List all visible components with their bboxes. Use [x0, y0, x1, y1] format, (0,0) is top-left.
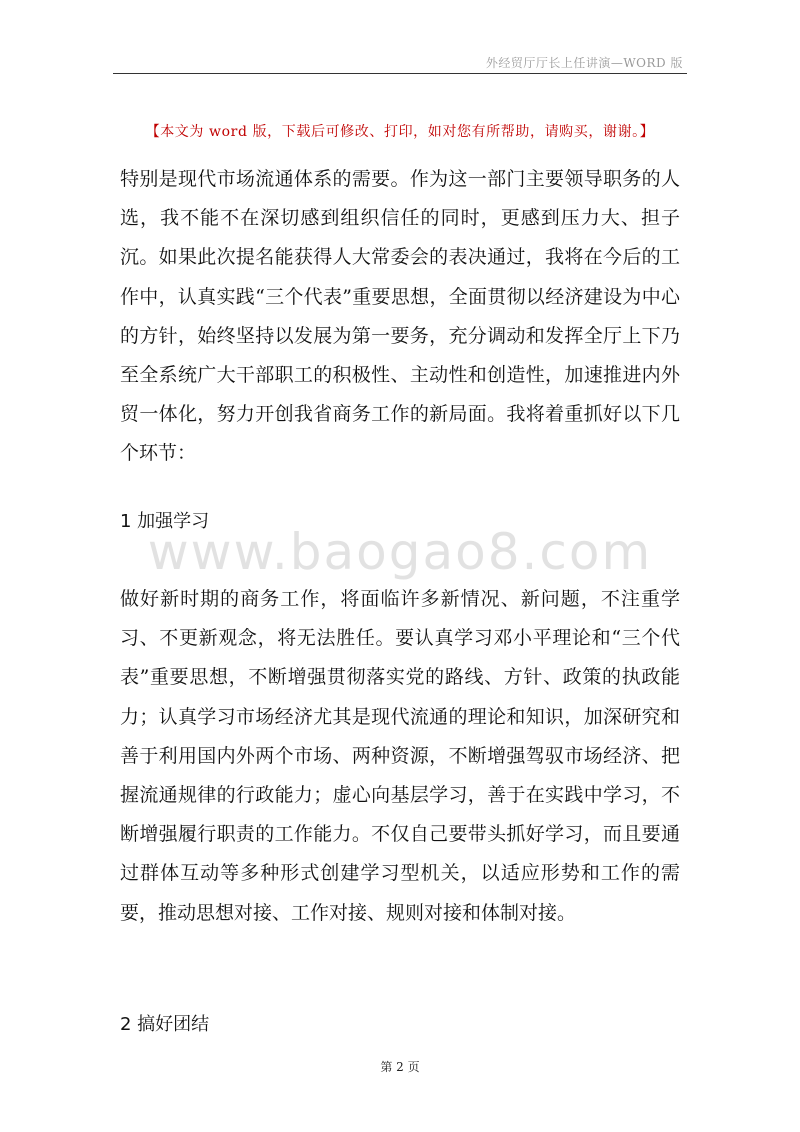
watermark: www.baogao8.com	[147, 523, 653, 581]
paragraph-2: 做好新时期的商务工作，将面临许多新情况、新问题，不注重学习、不更新观念，将无法胜任。要认真学习邓小平理论和“三个代表”重要思想，不断增强贯彻落实党的路线、方针、政策的执政能力；认真学习市场经济尤其是现代流通的理论和知识，加深研究和善于利用国内外两个市场、两种资源，不断增强驾驭市场经济、把握流通规律的行政能力；虚心向基层学习，善于在实践中学习，不断增强履行职责的工作能力。不仅自己要带头抓好学习，而且要通过群体互动等多种形式创建学习型机关，以适应形势和工作的需要，推动思想对接、工作对接、规则对接和体制对接。	[120, 588, 680, 924]
header-title: 外经贸厅厅长上任讲演—WORD 版	[485, 56, 683, 70]
paragraph-1: 特别是现代市场流通体系的需要。作为这一部门主要领导职务的人选，我不能不在深切感到组织信任的同时，更感到压力大、担子沉。如果此次提名能获得人大常委会的表决通过，我将在今后的工作中，认真实践“三个代表”重要思想，全面贯彻以经济建设为中心的方针，始终坚持以发展为第一要务，充分调动和发挥全厅上下乃至全系统广大干部职工的积极性、主动性和创造性，加速推进内外贸一体化，努力开创我省商务工作的新局面。我将着重抓好以下几个环节：	[120, 168, 680, 465]
header-rule	[113, 73, 687, 74]
download-notice: 【本文为 word 版，下载后可修改、打印，如对您有所帮助，请购买，谢谢。】	[145, 124, 655, 140]
page-number: 第 2 页	[380, 1060, 420, 1074]
section-heading-1: 1 加强学习	[120, 511, 210, 532]
section-heading-2: 2 搞好团结	[120, 1014, 210, 1035]
